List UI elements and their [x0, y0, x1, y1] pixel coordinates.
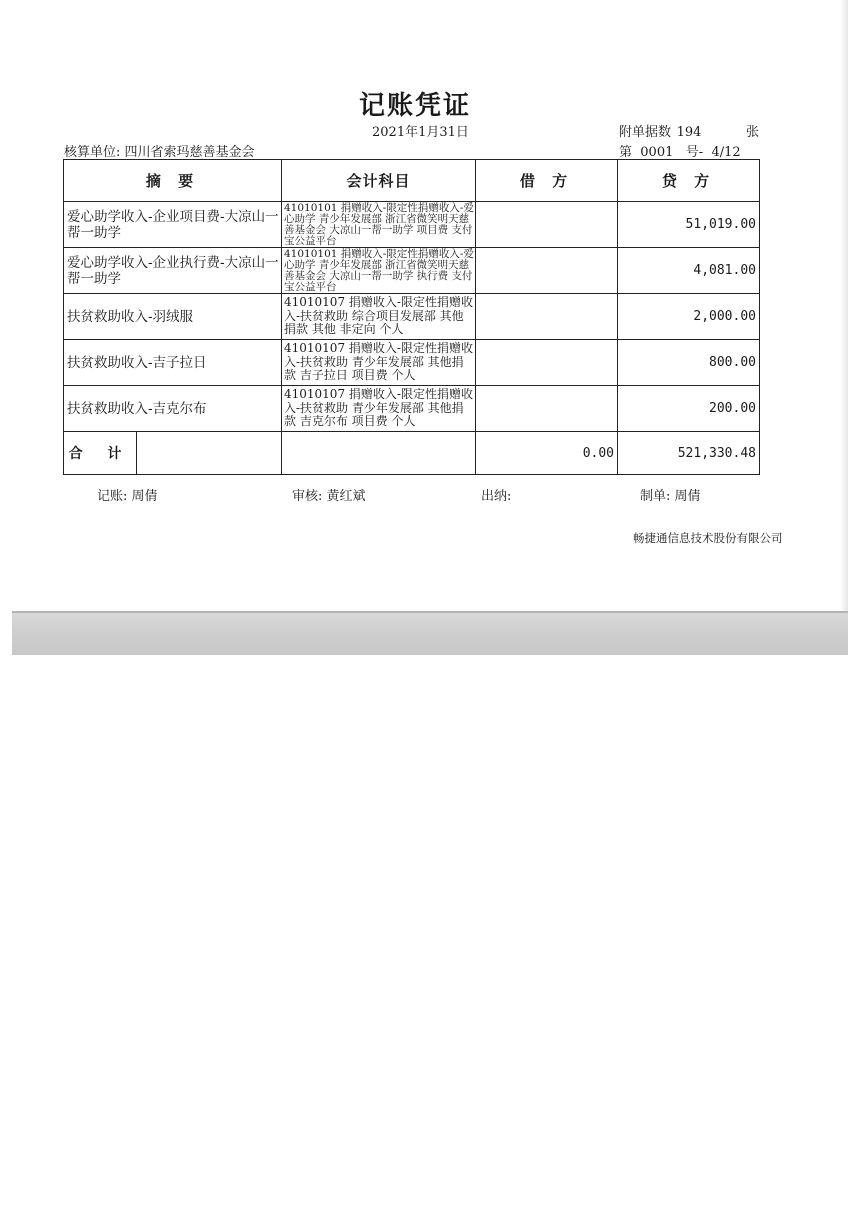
total-subject-blank [282, 432, 476, 475]
row-subject: 41010107 捐赠收入-限定性捐赠收入-扶贫救助 青少年发展部 其他捐款 吉克尔布 项目费 个人 [282, 386, 476, 432]
sign-bookkeeper [97, 485, 158, 504]
accounting-unit [64, 141, 255, 160]
row-summary: 扶贫救助收入-吉克尔布 [64, 386, 282, 432]
row-summary: 爱心助学收入-企业项目费-大凉山一帮一助学 [64, 202, 282, 248]
row-subject: 41010107 捐赠收入-限定性捐赠收入-扶贫救助 青少年发展部 其他捐款 吉子拉日 项目费 个人 [282, 340, 476, 386]
row-subject: 41010107 捐赠收入-限定性捐赠收入-扶贫救助 综合项目发展部 其他捐款 其他 非定向 个人 [282, 294, 476, 340]
scan-edge [840, 0, 848, 612]
table-row [64, 386, 760, 432]
voucher-no: 0001 [640, 145, 674, 160]
auditor-name: 黄红斌 [326, 489, 366, 504]
row-credit: 4,081.00 [618, 248, 760, 294]
row-debit [476, 294, 618, 340]
table-row [64, 294, 760, 340]
header-debit: 借 方 [476, 160, 618, 202]
voucher-mid: 号- [685, 145, 704, 160]
row-summary: 扶贫救助收入-吉子拉日 [64, 340, 282, 386]
bookkeeper-label: 记账: [97, 489, 128, 504]
bookkeeper-name: 周倩 [131, 489, 158, 504]
header-subject: 会计科目 [282, 160, 476, 202]
total-credit: 521,330.48 [618, 432, 760, 475]
row-debit [476, 248, 618, 294]
software-company: 畅捷通信息技术股份有限公司 [633, 531, 783, 545]
row-summary: 扶贫救助收入-羽绒服 [64, 294, 282, 340]
unit-label: 核算单位: [64, 145, 121, 160]
row-debit [476, 386, 618, 432]
voucher-table [63, 159, 760, 475]
voucher-date: 2021年1月31日 [372, 125, 469, 140]
row-subject: 41010101 捐赠收入-限定性捐赠收入-爱心助学 青少年发展部 浙江省微笑明天慈善基金会 大凉山一帮一助学 项目费 支付宝公益平台 [282, 202, 476, 248]
attachment-unit: 张 [746, 125, 760, 140]
cashier-label: 出纳: [481, 489, 512, 504]
auditor-label: 审核: [292, 489, 323, 504]
voucher-prefix: 第 [619, 145, 633, 160]
voucher-page: 4/12 [711, 145, 741, 160]
total-debit: 0.00 [476, 432, 618, 475]
row-credit: 2,000.00 [618, 294, 760, 340]
attachment-number: 194 [676, 125, 702, 140]
row-summary: 爱心助学收入-企业执行费-大凉山一帮一助学 [64, 248, 282, 294]
attachment-label: 附单据数 [619, 125, 672, 140]
row-debit [476, 340, 618, 386]
total-cell [64, 432, 282, 475]
attachment-count [619, 121, 759, 140]
preparer-label: 制单: [640, 489, 671, 504]
header-credit: 贷 方 [618, 160, 760, 202]
total-label: 合 计 [64, 432, 137, 474]
voucher-number [619, 141, 741, 160]
scan-shadow-band [12, 611, 848, 655]
header-summary: 摘 要 [64, 160, 282, 202]
sign-cashier [481, 485, 511, 504]
row-credit: 200.00 [618, 386, 760, 432]
table-row [64, 248, 760, 294]
sign-preparer [640, 485, 701, 504]
table-row [64, 202, 760, 248]
row-credit: 51,019.00 [618, 202, 760, 248]
voucher-title: 记账凭证 [358, 91, 471, 121]
row-subject: 41010101 捐赠收入-限定性捐赠收入-爱心助学 青少年发展部 浙江省微笑明天慈善基金会 大凉山一帮一助学 执行费 支付宝公益平台 [282, 248, 476, 294]
unit-value: 四川省索玛慈善基金会 [124, 145, 255, 160]
row-credit: 800.00 [618, 340, 760, 386]
table-row [64, 340, 760, 386]
sign-auditor [292, 485, 366, 504]
row-debit [476, 202, 618, 248]
total-row [64, 432, 760, 475]
total-blank [137, 432, 281, 474]
preparer-name: 周倩 [674, 489, 701, 504]
